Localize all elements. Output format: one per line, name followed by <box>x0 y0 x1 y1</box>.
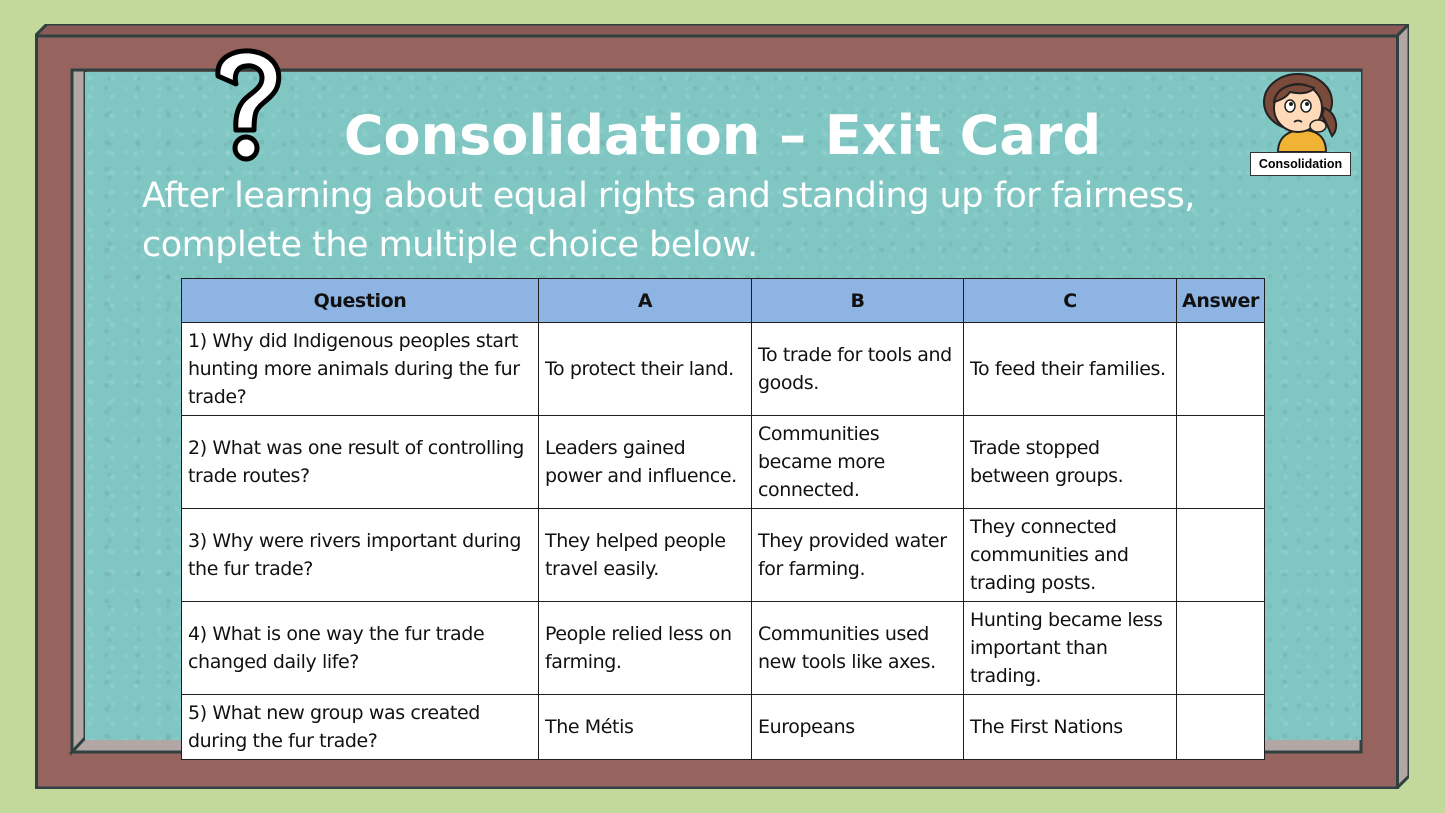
option-a-cell: The Métis <box>539 695 752 760</box>
option-b-cell: Communities used new tools like axes. <box>752 602 964 695</box>
header-question: Question <box>182 279 539 323</box>
answer-cell[interactable] <box>1177 416 1265 509</box>
table-row <box>182 416 1265 509</box>
slide-title: Consolidation – Exit Card <box>343 104 1102 167</box>
answer-cell[interactable] <box>1177 323 1265 416</box>
intro-text: After learning about equal rights and standing up for fairness, complete the multiple choice below. <box>142 176 1195 265</box>
question-cell: 4) What is one way the fur trade changed daily life? <box>182 602 539 695</box>
option-a-cell: Leaders gained power and influence. <box>539 416 752 509</box>
option-c-cell: To feed their families. <box>964 323 1177 416</box>
exit-card-table <box>181 278 1265 760</box>
table-row <box>182 509 1265 602</box>
table-row <box>182 602 1265 695</box>
consolidation-badge: Consolidation <box>1250 152 1351 176</box>
header-c: C <box>964 279 1177 323</box>
option-a-cell: To protect their land. <box>539 323 752 416</box>
thinking-child-icon <box>1256 72 1348 152</box>
option-c-cell: They connected communities and trading posts. <box>964 509 1177 602</box>
option-c-cell: Hunting became less important than trading. <box>964 602 1177 695</box>
question-cell: 5) What new group was created during the fur trade? <box>182 695 539 760</box>
option-a-cell: They helped people travel easily. <box>539 509 752 602</box>
answer-cell[interactable] <box>1177 602 1265 695</box>
table-row <box>182 323 1265 416</box>
answer-cell[interactable] <box>1177 695 1265 760</box>
option-b-cell: Communities became more connected. <box>752 416 964 509</box>
option-c-cell: The First Nations <box>964 695 1177 760</box>
header-a: A <box>539 279 752 323</box>
question-cell: 1) Why did Indigenous peoples start hunting more animals during the fur trade? <box>182 323 539 416</box>
option-b-cell: They provided water for farming. <box>752 509 964 602</box>
option-c-cell: Trade stopped between groups. <box>964 416 1177 509</box>
option-b-cell: To trade for tools and goods. <box>752 323 964 416</box>
question-cell: 3) Why were rivers important during the fur trade? <box>182 509 539 602</box>
header-answer: Answer <box>1177 279 1265 323</box>
table-row <box>182 695 1265 760</box>
header-b: B <box>752 279 964 323</box>
answer-cell[interactable] <box>1177 509 1265 602</box>
table-header-row <box>182 279 1265 323</box>
option-b-cell: Europeans <box>752 695 964 760</box>
question-cell: 2) What was one result of controlling trade routes? <box>182 416 539 509</box>
option-a-cell: People relied less on farming. <box>539 602 752 695</box>
